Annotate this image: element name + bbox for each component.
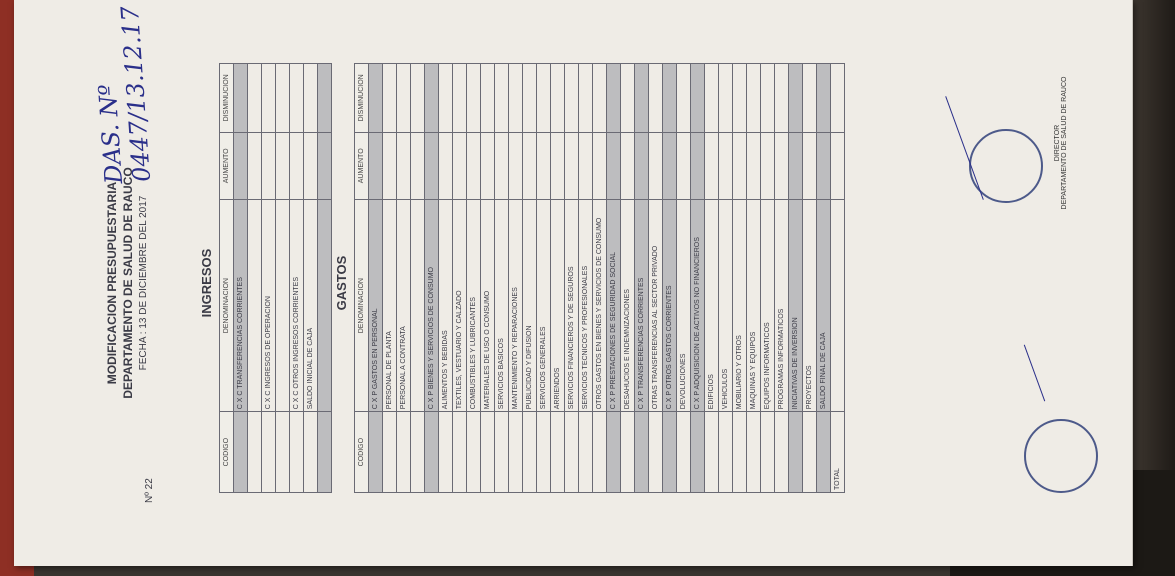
cell-aumento <box>719 132 733 200</box>
cell-codigo <box>481 412 495 493</box>
cell-aumento <box>649 132 663 200</box>
cell-codigo <box>761 412 775 493</box>
cell-disminucion <box>369 64 383 133</box>
cell-denominacion: PROYECTOS <box>803 200 817 412</box>
cell-denominacion: PERSONAL A CONTRATA <box>397 200 411 412</box>
col-header-denominacion: DENOMINACION <box>355 200 369 412</box>
cell-disminucion <box>607 64 621 133</box>
cell-aumento <box>495 132 509 200</box>
table-row <box>276 64 290 493</box>
cell-aumento <box>621 132 635 200</box>
cell-disminucion <box>537 64 551 133</box>
cell-codigo <box>817 412 831 493</box>
right-signature-block <box>1054 43 1068 243</box>
cell-codigo <box>439 412 453 493</box>
cell-aumento <box>481 132 495 200</box>
table-row <box>817 64 831 493</box>
cell-aumento <box>663 132 677 200</box>
cell-codigo <box>663 412 677 493</box>
document-number: Nº 22 <box>144 478 155 503</box>
cell-codigo <box>789 412 803 493</box>
table-row <box>248 64 262 493</box>
left-signature-block <box>1024 263 1054 423</box>
cell-aumento <box>747 132 761 200</box>
table-row <box>803 64 817 493</box>
cell-denominacion <box>276 200 290 412</box>
cell-disminucion <box>290 64 304 133</box>
cell-codigo <box>733 412 747 493</box>
cell-aumento <box>817 132 831 200</box>
table-row <box>290 64 304 493</box>
cell-codigo <box>523 412 537 493</box>
cell-denominacion: C X P ADQUISICION DE ACTIVOS NO FINANCIEROS <box>691 200 705 412</box>
cell-disminucion <box>621 64 635 133</box>
cell-disminucion <box>509 64 523 133</box>
table-row <box>593 64 607 493</box>
cell-aumento <box>304 132 318 200</box>
cell-denominacion: VEHICULOS <box>719 200 733 412</box>
table-row <box>663 64 677 493</box>
left-signature-scribble <box>1024 345 1045 402</box>
cell-codigo <box>593 412 607 493</box>
cell-aumento <box>691 132 705 200</box>
cell-codigo <box>551 412 565 493</box>
cell-aumento <box>635 132 649 200</box>
title-line-2: DEPARTAMENTO DE SALUD DE RAUCO <box>121 167 135 399</box>
col-header-codigo: CODIGO <box>355 412 369 493</box>
cell-codigo <box>262 412 276 493</box>
cell-aumento <box>831 132 845 200</box>
cell-aumento <box>248 132 262 200</box>
table-row <box>747 64 761 493</box>
cell-codigo <box>719 412 733 493</box>
cell-codigo <box>705 412 719 493</box>
cell-codigo <box>369 412 383 493</box>
cell-denominacion: TEXTILES, VESTUARIO Y CALZADO <box>453 200 467 412</box>
table-row <box>733 64 747 493</box>
table-row <box>761 64 775 493</box>
gastos-table <box>354 63 845 493</box>
cell-denominacion: SALDO FINAL DE CAJA <box>817 200 831 412</box>
table-row <box>607 64 621 493</box>
cell-codigo <box>747 412 761 493</box>
cell-disminucion <box>593 64 607 133</box>
cell-denominacion: MAQUINAS Y EQUIPOS <box>747 200 761 412</box>
cell-disminucion <box>411 64 425 133</box>
cell-disminucion <box>649 64 663 133</box>
cell-codigo <box>537 412 551 493</box>
col-header-disminucion: DISMINUCION <box>355 64 369 133</box>
cell-disminucion <box>705 64 719 133</box>
col-header-aumento: AUMENTO <box>355 132 369 200</box>
table-row <box>369 64 383 493</box>
col-header-disminucion: DISMINUCION <box>220 64 234 133</box>
cell-denominacion: C X P GASTOS EN PERSONAL <box>369 200 383 412</box>
cell-codigo <box>607 412 621 493</box>
cell-aumento <box>733 132 747 200</box>
cell-denominacion: PROGRAMAS INFORMATICOS <box>775 200 789 412</box>
cell-codigo <box>565 412 579 493</box>
cell-aumento <box>565 132 579 200</box>
cell-denominacion: C X C TRANSFERENCIAS CORRIENTES <box>234 200 248 412</box>
cell-codigo <box>304 412 318 493</box>
table-row <box>439 64 453 493</box>
cell-denominacion: SERVICIOS BASICOS <box>495 200 509 412</box>
cell-denominacion: C X C INGRESOS DE OPERACION <box>262 200 276 412</box>
cell-aumento <box>803 132 817 200</box>
table-row <box>262 64 276 493</box>
cell-codigo <box>453 412 467 493</box>
cell-codigo <box>495 412 509 493</box>
table-row <box>579 64 593 493</box>
table-row <box>635 64 649 493</box>
document-date: FECHA : 13 DE DICIEMBRE DEL 2017 <box>138 195 149 371</box>
cell-denominacion: C X P PRESTACIONES DE SEGURIDAD SOCIAL <box>607 200 621 412</box>
cell-denominacion: C X P TRANSFERENCIAS CORRIENTES <box>635 200 649 412</box>
cell-denominacion: ARRIENDOS <box>551 200 565 412</box>
cell-aumento <box>318 132 332 200</box>
cell-codigo <box>411 412 425 493</box>
cell-denominacion <box>248 200 262 412</box>
cell-aumento <box>537 132 551 200</box>
cell-aumento <box>439 132 453 200</box>
cell-disminucion <box>579 64 593 133</box>
cell-codigo <box>621 412 635 493</box>
cell-denominacion: OTROS GASTOS EN BIENES Y SERVICIOS DE CONSUMO <box>593 200 607 412</box>
cell-disminucion <box>775 64 789 133</box>
table-row <box>649 64 663 493</box>
table-row <box>495 64 509 493</box>
handwritten-annotation: DAS. Nº 0447/13.12.17 <box>93 5 157 185</box>
cell-disminucion <box>453 64 467 133</box>
cell-denominacion <box>831 200 845 412</box>
cell-disminucion <box>733 64 747 133</box>
cell-denominacion: PERSONAL DE PLANTA <box>383 200 397 412</box>
cell-denominacion: OTRAS TRANSFERENCIAS AL SECTOR PRIVADO <box>649 200 663 412</box>
cell-aumento <box>369 132 383 200</box>
cell-disminucion <box>481 64 495 133</box>
cell-denominacion: SERVICIOS GENERALES <box>537 200 551 412</box>
table-row <box>523 64 537 493</box>
table-row <box>565 64 579 493</box>
document-sheet <box>14 0 1133 566</box>
cell-disminucion <box>677 64 691 133</box>
cell-codigo <box>248 412 262 493</box>
cell-aumento <box>276 132 290 200</box>
cell-denominacion: C X C OTROS INGRESOS CORRIENTES <box>290 200 304 412</box>
table-row <box>411 64 425 493</box>
cell-aumento <box>262 132 276 200</box>
cell-aumento <box>509 132 523 200</box>
cell-disminucion <box>663 64 677 133</box>
cell-aumento <box>383 132 397 200</box>
table-row <box>789 64 803 493</box>
cell-codigo <box>803 412 817 493</box>
cell-aumento <box>593 132 607 200</box>
cell-codigo: TOTAL <box>831 412 845 493</box>
cell-disminucion <box>318 64 332 133</box>
cell-disminucion <box>383 64 397 133</box>
cell-disminucion <box>747 64 761 133</box>
table-row <box>551 64 565 493</box>
cell-codigo <box>509 412 523 493</box>
cell-denominacion: SALDO INICIAL DE CAJA <box>304 200 318 412</box>
cell-codigo <box>467 412 481 493</box>
cell-codigo <box>649 412 663 493</box>
cell-denominacion: EDIFICIOS <box>705 200 719 412</box>
cell-aumento <box>705 132 719 200</box>
cell-codigo <box>397 412 411 493</box>
cell-disminucion <box>551 64 565 133</box>
cell-denominacion: SERVICIOS FINANCIEROS Y DE SEGUROS <box>565 200 579 412</box>
table-row <box>467 64 481 493</box>
section-title-gastos: GASTOS <box>334 255 349 311</box>
table-row <box>831 64 845 493</box>
cell-disminucion <box>831 64 845 133</box>
cell-aumento <box>551 132 565 200</box>
cell-aumento <box>677 132 691 200</box>
cell-disminucion <box>523 64 537 133</box>
cell-disminucion <box>467 64 481 133</box>
right-signer-org: DEPARTAMENTO DE SALUD DE RAUCO <box>1061 76 1068 210</box>
col-header-denominacion: DENOMINACION <box>220 200 234 412</box>
cell-denominacion: DESAHUCIOS E INDEMNIZACIONES <box>621 200 635 412</box>
table-row <box>383 64 397 493</box>
cell-aumento <box>523 132 537 200</box>
table-row <box>318 64 332 493</box>
cell-aumento <box>607 132 621 200</box>
ingresos-table <box>219 63 332 493</box>
table-row <box>775 64 789 493</box>
cell-disminucion <box>262 64 276 133</box>
cell-disminucion <box>397 64 411 133</box>
cell-denominacion: MOBILIARIO Y OTROS <box>733 200 747 412</box>
cell-denominacion: PUBLICIDAD Y DIFUSION <box>523 200 537 412</box>
cell-aumento <box>761 132 775 200</box>
cell-denominacion: COMBUSTIBLES Y LUBRICANTES <box>467 200 481 412</box>
cell-aumento <box>411 132 425 200</box>
cell-denominacion: C X P OTROS GASTOS CORRIENTES <box>663 200 677 412</box>
title-line-1: MODIFICACION PRESUPUESTARIA <box>105 181 119 385</box>
cell-aumento <box>290 132 304 200</box>
cell-codigo <box>579 412 593 493</box>
cell-codigo <box>276 412 290 493</box>
table-row <box>453 64 467 493</box>
table-row <box>234 64 248 493</box>
cell-denominacion: SERVICIOS TECNICOS Y PROFESIONALES <box>579 200 593 412</box>
cell-denominacion: ALIMENTOS Y BEBIDAS <box>439 200 453 412</box>
cell-disminucion <box>761 64 775 133</box>
cell-disminucion <box>817 64 831 133</box>
cell-disminucion <box>803 64 817 133</box>
cell-denominacion: EQUIPOS INFORMATICOS <box>761 200 775 412</box>
cell-aumento <box>467 132 481 200</box>
cell-disminucion <box>276 64 290 133</box>
cell-disminucion <box>425 64 439 133</box>
cell-codigo <box>290 412 304 493</box>
cell-codigo <box>775 412 789 493</box>
cell-denominacion: MATERIALES DE USO O CONSUMO <box>481 200 495 412</box>
cell-disminucion <box>789 64 803 133</box>
table-row <box>621 64 635 493</box>
cell-denominacion: INICIATIVAS DE INVERSION <box>789 200 803 412</box>
cell-disminucion <box>495 64 509 133</box>
cell-codigo <box>635 412 649 493</box>
rotated-page <box>64 5 1114 543</box>
cell-denominacion <box>411 200 425 412</box>
cell-disminucion <box>565 64 579 133</box>
cell-denominacion: DEVOLUCIONES <box>677 200 691 412</box>
cell-aumento <box>234 132 248 200</box>
table-row <box>719 64 733 493</box>
section-title-ingresos: INGRESOS <box>199 248 214 318</box>
cell-disminucion <box>304 64 318 133</box>
cell-disminucion <box>635 64 649 133</box>
col-header-aumento: AUMENTO <box>220 132 234 200</box>
cell-codigo <box>234 412 248 493</box>
cell-codigo <box>677 412 691 493</box>
table-row <box>304 64 318 493</box>
left-stamp <box>1024 419 1098 493</box>
table-row <box>425 64 439 493</box>
cell-denominacion: C X P BIENES Y SERVICIOS DE CONSUMO <box>425 200 439 412</box>
cell-codigo <box>425 412 439 493</box>
cell-aumento <box>789 132 803 200</box>
col-header-codigo: CODIGO <box>220 412 234 493</box>
table-row <box>481 64 495 493</box>
table-row <box>397 64 411 493</box>
cell-codigo <box>691 412 705 493</box>
table-row <box>537 64 551 493</box>
cell-aumento <box>775 132 789 200</box>
cell-aumento <box>453 132 467 200</box>
cell-disminucion <box>234 64 248 133</box>
table-row <box>691 64 705 493</box>
cell-denominacion: MANTENIMIENTO Y REPARACIONES <box>509 200 523 412</box>
cell-disminucion <box>719 64 733 133</box>
cell-disminucion <box>439 64 453 133</box>
cell-codigo <box>318 412 332 493</box>
cell-aumento <box>579 132 593 200</box>
right-signer-role: DIRECTOR <box>1054 124 1061 162</box>
cell-aumento <box>425 132 439 200</box>
cell-denominacion <box>318 200 332 412</box>
table-row <box>705 64 719 493</box>
cell-codigo <box>383 412 397 493</box>
cell-aumento <box>397 132 411 200</box>
cell-disminucion <box>691 64 705 133</box>
cell-disminucion <box>248 64 262 133</box>
table-row <box>509 64 523 493</box>
table-row <box>677 64 691 493</box>
